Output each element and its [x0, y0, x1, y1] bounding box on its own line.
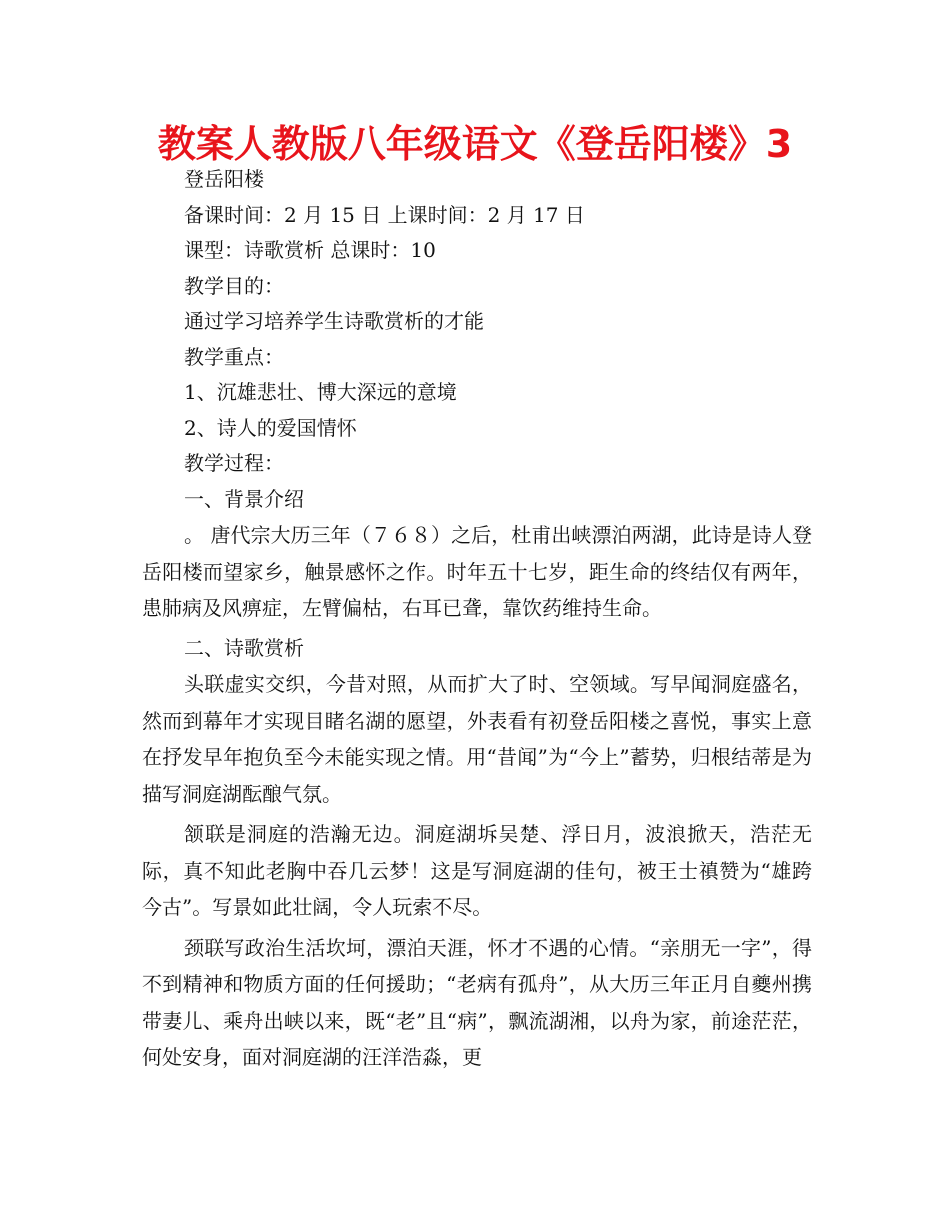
focus-heading: 教学重点： — [184, 344, 284, 369]
focus-item-1: 1、沉雄悲壮、博大深远的意境 — [184, 380, 457, 404]
schedule-line: 备课时间：2 月 15 日 上课时间：2 月 17 日 — [184, 202, 585, 227]
chin-couplet-paragraph: 颔联是洞庭的浩瀚无边。洞庭湖坼吴楚、浮日月，波浪掀天，浩茫无际，真不知此老胸中吞几云梦！这是写洞庭湖的佳句，被王士禛赞为“雄跨今古”。写景如此壮阔，令人玩索不尽。 — [142, 822, 812, 919]
document-title: 教案人教版八年级语文《登岳阳楼》3 — [157, 122, 793, 166]
lesson-type-line: 课型：诗歌赏析 总课时：10 — [184, 238, 436, 262]
head-couplet-paragraph: 头联虚实交织，今昔对照，从而扩大了时、空领域。写早闻洞庭盛名，然而到幕年才实现目睹名湖的愿望，外表看有初登岳阳楼之喜悦，事实上意在抒发早年抱负至今未能实现之情。用“昔闻”为“今上”蓄势，归根结蒂是为描写洞庭湖酝酿气氛。 — [142, 672, 812, 806]
process-heading: 教学过程： — [184, 451, 284, 475]
objective-text: 通过学习培养学生诗歌赏析的才能 — [184, 309, 484, 333]
neck-couplet-paragraph: 颈联写政治生活坎坷，漂泊天涯，怀才不遇的心情。“亲朋无一字”，得不到精神和物质方面的任何援助；“老病有孤舟”，从大历三年正月自夔州携带妻儿、乘舟出峡以来，既“老”且“病”，飘流湖湘，以舟为家，前途茫茫，何处安身，面对洞庭湖的汪洋浩淼，更 — [142, 935, 812, 1069]
background-paragraph: 。 唐代宗大历三年（７６８）之后，杜甫出峡漂泊两湖，此诗是诗人登岳阳楼而望家乡，触景感怀之作。时年五十七岁，距生命的终结仅有两年，患肺病及风痹症，左臂偏枯，右耳已聋，靠饮药维持生命。 — [142, 523, 812, 620]
document-body — [142, 162, 812, 1080]
section-1-heading: 一、背景介绍 — [184, 486, 304, 511]
objective-heading: 教学目的： — [184, 273, 284, 298]
section-2-heading: 二、诗歌赏析 — [184, 635, 304, 660]
focus-item-2: 2、诗人的爱国情怀 — [184, 415, 357, 440]
lesson-name: 登岳阳楼 — [184, 167, 264, 191]
